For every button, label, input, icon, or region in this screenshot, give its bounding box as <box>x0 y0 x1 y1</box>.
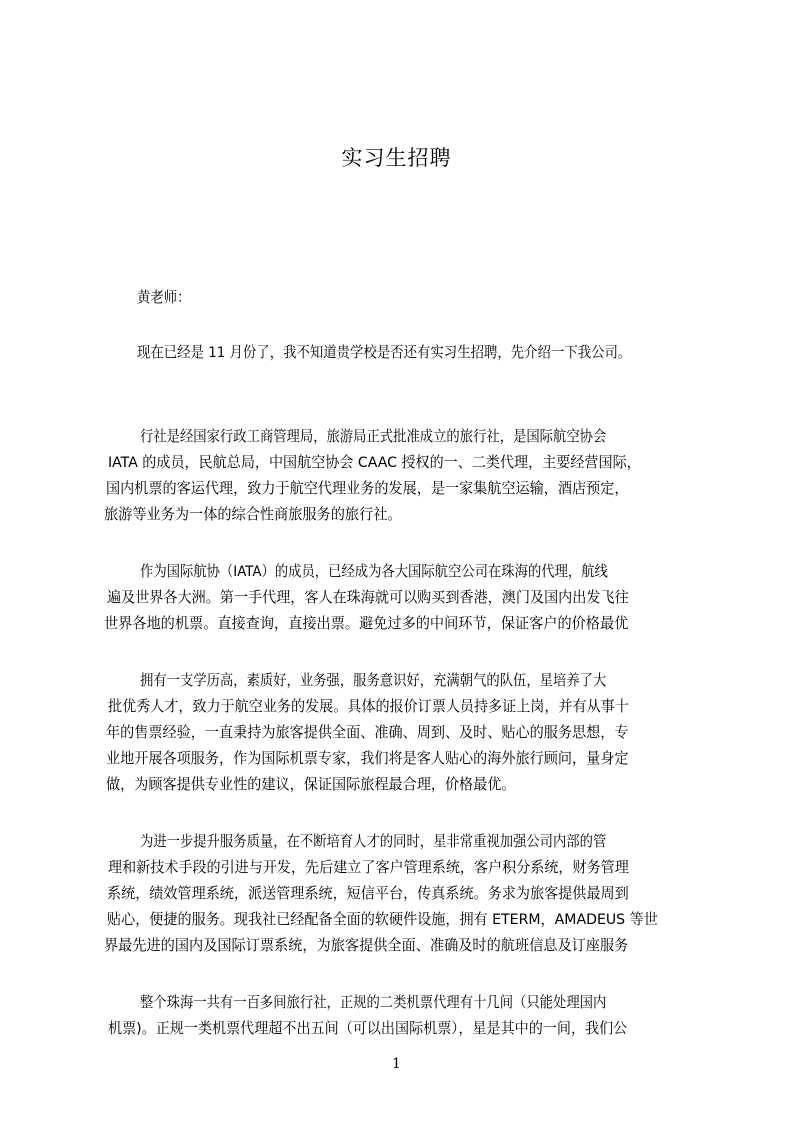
page-number: 1 <box>392 1056 401 1072</box>
paragraph-line: 行社是经国家行政工商管理局，旅游局正式批准成立的旅行社，是国际航空协会 <box>140 428 607 445</box>
paragraph-line: 批优秀人才，致力于航空业务的发展。具体的报价订票人员持多证上岗，并有从事十 <box>108 698 629 715</box>
paragraph-line: IATA 的成员，民航总局，中国航空协会 CAAC 授权的一、二类代理，主要经营国际， <box>108 454 641 471</box>
page-title: 实习生招聘 <box>341 146 452 170</box>
paragraph-line: 世界各地的机票。直接查询，直接出票。避免过多的中间环节，保证客户的价格最优 <box>104 615 629 632</box>
paragraph-line: 旅游等业务为一体的综合性商旅服务的旅行社。 <box>104 506 402 523</box>
paragraph-line: 理和新技术手段的引进与开发，先后建立了客户管理系统，客户积分系统，财务管理 <box>108 859 629 876</box>
paragraph-line: 年的售票经验，一直秉持为旅客提供全面、准确、周到、及时、贴心的服务思想，专 <box>106 724 629 741</box>
paragraph-line: 机票)。正规一类机票代理超不出五间（可以出国际机票），星是其中的一间，我们公 <box>108 1020 628 1037</box>
paragraph-line: 为进一步提升服务质量，在不断培育人才的同时，星非常重视加强公司内部的管 <box>140 833 607 850</box>
paragraph-line: 业地开展各项服务，作为国际机票专家，我们将是客人贴心的海外旅行顾问，量身定 <box>106 750 629 767</box>
paragraph-line: 界最先进的国内及国际订票系统，为旅客提供全面、准确及时的航班信息及订座服务 <box>104 937 629 954</box>
paragraph-line: 遍及世界各大洲。第一手代理，客人在珠海就可以购买到香港，澳门及国内出发飞往 <box>107 589 629 606</box>
paragraph-line: 系统，绩效管理系统，派送管理系统，短信平台，传真系统。务求为旅客提供最周到 <box>107 885 629 902</box>
paragraph-line: 拥有一支学历高，素质好，业务强，服务意识好，充满朝气的队伍，星培养了大 <box>140 672 607 689</box>
paragraph-line: 贴心，便捷的服务。现我社已经配备全面的软硬件设施，拥有 ETERM，AMADEUS 等世 <box>107 911 658 928</box>
paragraph-line: 作为国际航协（IATA）的成员，已经成为各大国际航空公司在珠海的代理，航线 <box>140 563 608 580</box>
greeting: 黄老师： <box>137 289 191 306</box>
paragraph-line: 国内机票的客运代理，致力于航空代理业务的发展，是一家集航空运输，酒店预定， <box>106 480 629 497</box>
intro-line: 现在已经是 11 月份了，我不知道贵学校是否还有实习生招聘，先介绍一下我公司。 <box>137 344 632 361</box>
paragraph-line: 整个珠海一共有一百多间旅行社，正规的二类机票代理有十几间（只能处理国内 <box>140 994 607 1011</box>
paragraph-line: 做，为顾客提供专业性的建议，保证国际旅程最合理，价格最优。 <box>106 776 516 793</box>
